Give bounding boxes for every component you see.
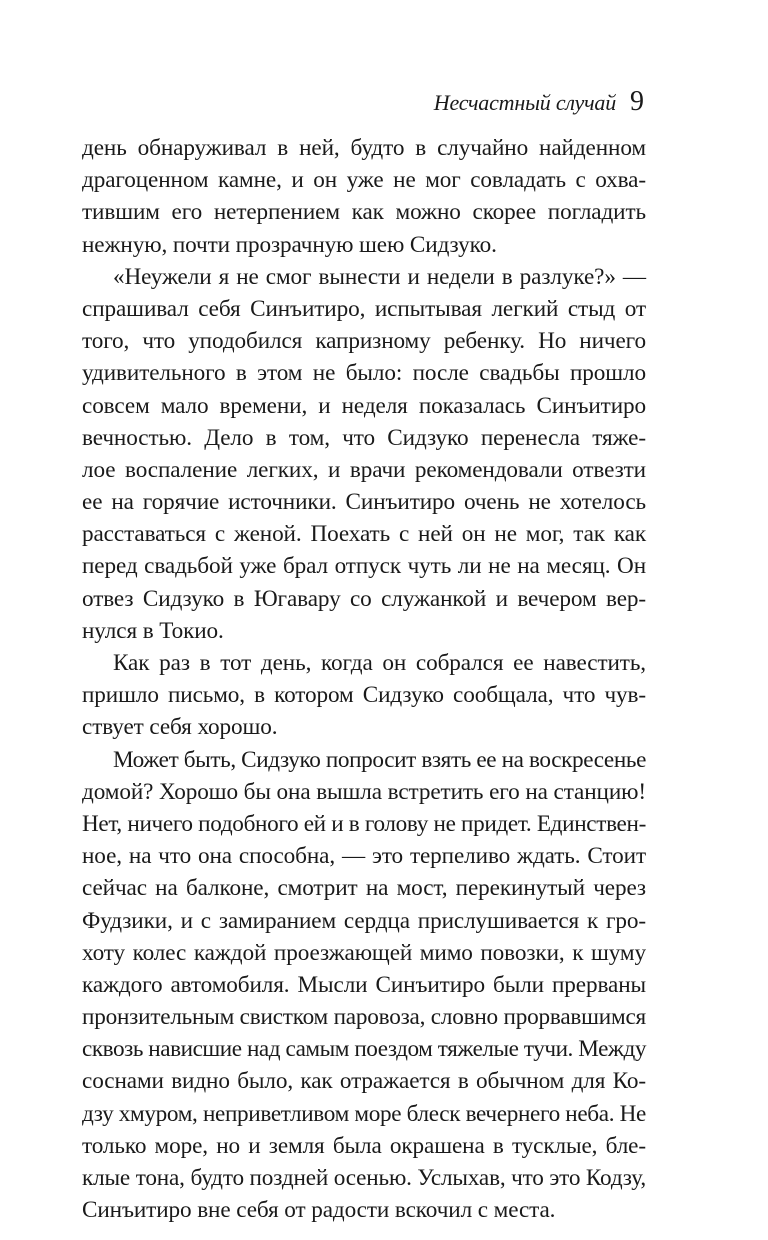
text-line: совсем мало времени, и неделя показалась Синъитиро (82, 392, 646, 419)
text-line: тившим его нетерпением как можно скорее погладить (82, 199, 646, 226)
text-line: пронзительным свистком паровоза, словно прорвавшимся (82, 1004, 646, 1031)
page-number: 9 (630, 86, 644, 117)
text-line: сквозь нависшие над самым поездом тяжелые тучи. Между (82, 1036, 646, 1063)
text-line: соснами видно было, как отражается в обычном для Ко- (82, 1068, 646, 1095)
text-line: домой? Хорошо бы она вышла встретить его на станцию! (82, 778, 646, 805)
text-line: пришло письмо, в котором Сидзуко сообщала, что чув- (82, 682, 646, 709)
text-line: Фудзики, и с замиранием сердца прислушивается к гро- (82, 907, 646, 934)
text-line: день обнаруживал в ней, будто в случайно найденном (82, 135, 646, 161)
text-line: того, что уподобился капризному ребенку. Но ничего (82, 328, 646, 355)
text-line: Как раз в тот день, когда он собрался ее навестить, (113, 650, 646, 676)
text-line: перед свадьбой уже брал отпуск чуть ли не на месяц. Он (82, 553, 646, 580)
text-line: расставаться с женой. Поехать с ней он не мог, так как (82, 521, 646, 548)
text-line: только море, но и земля была окрашена в тусклые, бле- (82, 1132, 646, 1159)
text-line: ее на горячие источники. Синъитиро очень не хотелось (82, 489, 646, 516)
text-line: удивительного в этом не было: после свадьбы прошло (82, 360, 646, 387)
text-line: хоту колес каждой проезжающей мимо повозки, к шуму (82, 939, 646, 966)
text-line: ствует себя хорошо. (82, 714, 278, 741)
text-line: «Неужели я не смог вынести и недели в разлуке?» — (113, 263, 646, 290)
text-body (82, 132, 646, 1226)
text-line: нежную, почти прозрачную шею Сидзуко. (82, 231, 497, 258)
text-line: клые тона, будто поздней осенью. Услыхав, что это Кодзу, (82, 1165, 646, 1191)
text-line: нулся в Токио. (82, 617, 224, 644)
text-line: спрашивал себя Синъитиро, испытывая легкий стыд от (82, 295, 646, 322)
text-line: Нет, ничего подобного ей и в голову не придет. Единствен- (82, 810, 646, 837)
text-line: дзу хмуром, неприветливом море блеск вечернего неба. Не (82, 1100, 646, 1127)
text-line: лое воспаление легких, и врачи рекомендовали отвезти (82, 456, 646, 483)
text-line: драгоценном камне, и он уже не мог совладать с охва- (82, 167, 646, 194)
text-line: Может быть, Сидзуко попросит взять ее на воскресенье (113, 746, 646, 773)
text-line: каждого автомобиля. Мысли Синъитиро были прерваны (82, 971, 646, 998)
text-line: отвез Сидзуко в Югавару со служанкой и вечером вер- (82, 585, 646, 612)
text-line: вечностью. Дело в том, что Сидзуко перенесла тяже- (82, 424, 646, 451)
text-line: ное, на что она способна, — это терпеливо ждать. Стоит (82, 843, 646, 870)
running-head (434, 86, 644, 122)
running-title: Несчастный случай (433, 90, 616, 115)
text-line: сейчас на балконе, смотрит на мост, перекинутый через (82, 875, 646, 902)
text-line: Синъитиро вне себя от радости вскочил с места. (82, 1197, 556, 1224)
